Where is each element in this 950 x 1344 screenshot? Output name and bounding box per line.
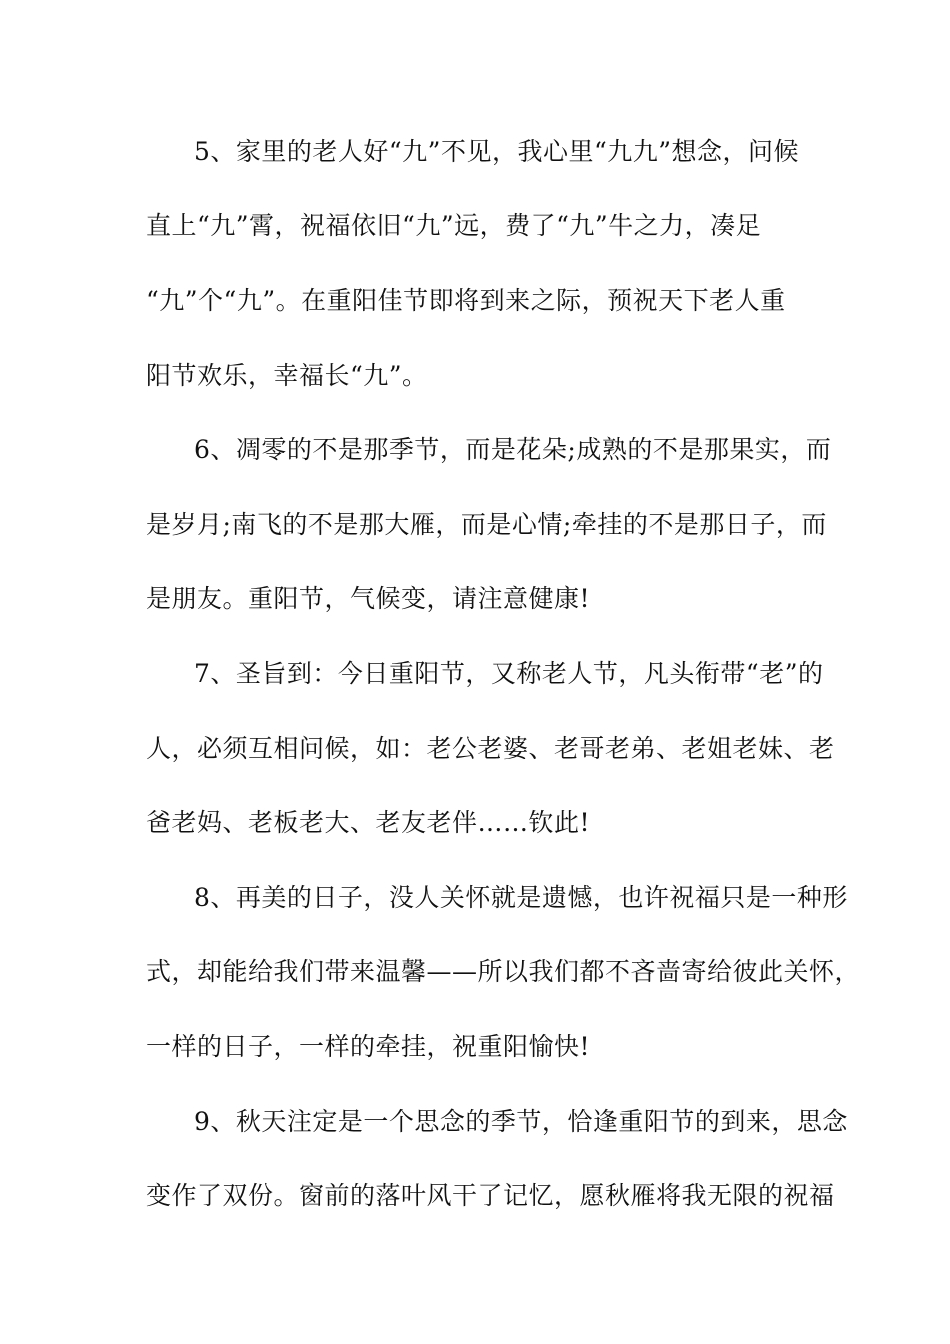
paragraph-7-line-3: 爸老妈、老板老大、老友老伴……钦此! xyxy=(146,808,591,837)
paragraph-7-line-2: 人，必须互相问候，如：老公老婆、老哥老弟、老姐老妹、老 xyxy=(146,734,835,763)
paragraph-8-line-2: 式，却能给我们带来温馨——所以我们都不吝啬寄给彼此关怀， xyxy=(146,957,861,986)
paragraph-9-line-2: 变作了双份。窗前的落叶风干了记忆，愿秋雁将我无限的祝福 xyxy=(146,1181,835,1210)
paragraph-6-line-2: 是岁月;南飞的不是那大雁，而是心情;牵挂的不是那日子，而 xyxy=(146,510,827,539)
paragraph-7-line-1: 7、圣旨到：今日重阳节，又称老人节，凡头衔带“老”的 xyxy=(194,659,824,688)
paragraph-5-line-4: 阳节欢乐，幸福长“九”。 xyxy=(146,361,428,390)
paragraph-6-line-1: 6、凋零的不是那季节，而是花朵;成熟的不是那果实，而 xyxy=(194,435,832,464)
paragraph-5-line-3: “九”个“九”。在重阳佳节即将到来之际，预祝天下老人重 xyxy=(146,286,786,315)
paragraph-6-line-3: 是朋友。重阳节，气候变，请注意健康! xyxy=(146,584,591,613)
paragraph-8-line-3: 一样的日子，一样的牵挂，祝重阳愉快! xyxy=(146,1032,591,1061)
paragraph-8-line-1: 8、再美的日子，没人关怀就是遗憾，也许祝福只是一种形 xyxy=(194,883,848,912)
paragraph-5-line-2: 直上“九”霄，祝福依旧“九”远，费了“九”牛之力，凑足 xyxy=(146,211,762,240)
paragraph-5-line-1: 5、家里的老人好“九”不见，我心里“九九”想念，问候 xyxy=(194,137,800,166)
paragraph-9-line-1: 9、秋天注定是一个思念的季节，恰逢重阳节的到来，思念 xyxy=(194,1107,848,1136)
